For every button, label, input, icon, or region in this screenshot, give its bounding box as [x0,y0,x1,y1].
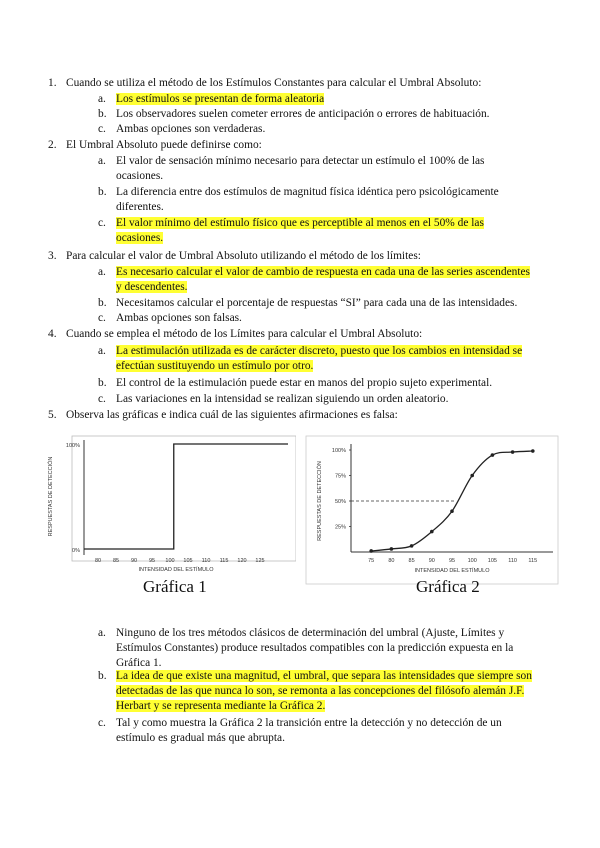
option-letter: a. [98,345,106,357]
chart-2-title: Gráfica 2 [416,577,480,596]
y-axis-label: RESPUESTAS DE DETECCIÓN [48,456,54,537]
question-number: 2. [48,139,57,151]
option-2-a [98,154,546,184]
y-tick-label: 50% [334,499,346,505]
y-tick-label: 100% [65,443,80,449]
y-tick-label: 0% [72,548,80,554]
chart-1-title: Gráfica 1 [143,577,207,596]
option-4-a [98,344,546,374]
option-3-b [98,296,546,311]
option-letter: b. [98,670,107,682]
option-5-a [98,626,546,671]
option-text-line: estímulo es gradual más que abrupta. [116,732,285,744]
option-text-line: Gráfica 1. [116,657,162,669]
option-letter: a. [98,155,106,167]
option-text-line: Es necesario calcular el valor de cambio de respuesta en cada una de las series ascendentes [116,266,530,278]
option-2-b [98,185,546,215]
x-tick-label: 115 [528,558,538,564]
option-text-line: Las variaciones en la intensidad se realizan siguiendo un orden aleatorio. [116,393,449,405]
option-text-line: Estímulos Constantes) produce resultados compatibles con la predicción expuesta en la [116,642,514,654]
option-letter: b. [98,186,107,198]
x-tick-label: 105 [487,558,497,564]
x-tick-label: 75 [368,558,375,564]
option-text-line: detectadas de las que nunca lo son, se remonta a las concepciones del filósofo alemán J.F. [116,685,525,697]
option-letter: a. [98,266,106,278]
y-tick-label: 100% [331,448,346,454]
data-point [450,509,454,513]
x-tick-label: 90 [130,558,138,564]
y-tick-label: 75% [334,473,346,480]
option-text-line: El control de la estimulación puede estar en manos del propio sujeto experimental. [116,377,493,389]
option-letter: a. [98,627,106,639]
data-point [410,544,414,548]
option-text-line: ocasiones. [116,170,164,182]
option-text-line: La diferencia entre dos estímulos de magnitud física idéntica pero psicológicamente [116,186,499,198]
option-text-line: La estimulación utilizada es de carácter discreto, puesto que los cambios en intensidad se [116,345,523,357]
data-point [369,549,373,553]
x-tick-label: 95 [148,558,156,564]
option-text-line: ocasiones. [116,232,164,244]
question-text: El Umbral Absoluto puede definirse como: [66,139,262,151]
option-text-line: Los estímulos se presentan de forma aleatoria [116,93,325,105]
question-text: Cuando se emplea el método de los Límites para calcular el Umbral Absoluto: [66,328,423,340]
option-letter: c. [98,717,106,729]
option-text-line: Tal y como muestra la Gráfica 2 la transición entre la detección y no detección de un [116,717,502,729]
question-number: 5. [48,409,57,421]
option-1-b [98,107,546,122]
x-tick-label: 85 [408,558,415,564]
question-text: Para calcular el valor de Umbral Absoluto utilizando el método de los límites: [66,250,421,262]
data-point [531,449,535,453]
option-1-c [98,122,546,137]
data-point [470,474,474,478]
x-tick-label: 120 [237,558,247,564]
question-3 [48,249,562,264]
x-tick-label: 115 [219,558,229,564]
option-letter: c. [98,393,106,405]
chart-1 [38,432,296,592]
question-2 [48,138,562,153]
option-text-line: y descendentes. [116,281,188,293]
option-text-line: La idea de que existe una magnitud, el umbral, que separa las intensidades que siempre son [116,670,532,682]
series-line [84,444,288,549]
x-tick-label: 100 [165,558,175,564]
question-number: 1. [48,77,57,89]
data-point [491,453,495,457]
option-text-line: diferentes. [116,201,164,213]
question-number: 3. [48,250,57,262]
option-text-line: Ninguno de los tres métodos clásicos de determinación del umbral (Ajuste, Límites y [116,627,505,639]
option-letter: b. [98,377,107,389]
x-tick-label: 85 [112,558,120,564]
option-4-c [98,392,546,407]
option-5-c [98,716,546,746]
question-4 [48,327,562,342]
option-text-line: Ambas opciones son verdaderas. [116,123,266,135]
question-1 [48,76,562,91]
chart-frame [72,436,296,561]
chart-2 [305,432,560,592]
option-letter: c. [98,312,106,324]
option-letter: b. [98,297,107,309]
option-text-line: Ambas opciones son falsas. [116,312,242,324]
y-axis-label: RESPUESTAS DE DETECCIÓN [317,461,323,541]
x-tick-label: 110 [508,558,517,564]
option-4-b [98,376,546,391]
question-5 [48,408,562,423]
option-text-line: El valor de sensación mínimo necesario para detectar un estímulo el 100% de las [116,155,485,167]
option-text-line: Necesitamos calcular el porcentaje de respuestas “SI” para cada una de las intensidades. [116,297,518,309]
y-tick-label: 25% [334,524,346,531]
x-axis-label: INTENSIDAD DEL ESTÍMULO [414,568,490,574]
option-5-b [98,669,546,714]
data-point [390,547,394,551]
option-text-line: El valor mínimo del estímulo físico que es perceptible al menos en el 50% de las [116,217,484,229]
option-1-a [98,92,546,107]
x-tick-label: 95 [448,558,456,564]
x-tick-label: 80 [94,558,102,564]
option-3-c [98,311,546,326]
x-tick-label: 90 [428,558,435,564]
question-text: Cuando se utiliza el método de los Estímulos Constantes para calcular el Umbral Absoluto: [66,77,482,89]
question-number: 4. [48,328,57,340]
option-text-line: Herbart y se representa mediante la Gráfica 2. [116,700,326,712]
option-2-c [98,216,546,246]
x-axis-label: INTENSIDAD DEL ESTÍMULO [138,567,214,573]
x-tick-label: 125 [255,558,265,564]
option-text-line: efectúan sustituyendo un estímulo por otro. [116,360,314,372]
data-point [430,530,434,534]
option-letter: c. [98,123,106,135]
x-tick-label: 80 [388,558,395,564]
x-tick-label: 100 [467,558,477,564]
option-letter: b. [98,108,107,120]
question-text: Observa las gráficas e indica cuál de las siguientes afirmaciones es falsa: [66,409,398,421]
option-letter: c. [98,217,106,229]
option-text-line: Los observadores suelen cometer errores de anticipación o errores de habituación. [116,108,490,120]
option-3-a [98,265,546,295]
x-tick-label: 105 [183,558,193,564]
x-tick-label: 110 [201,558,211,564]
option-letter: a. [98,93,106,105]
data-point [511,450,515,454]
